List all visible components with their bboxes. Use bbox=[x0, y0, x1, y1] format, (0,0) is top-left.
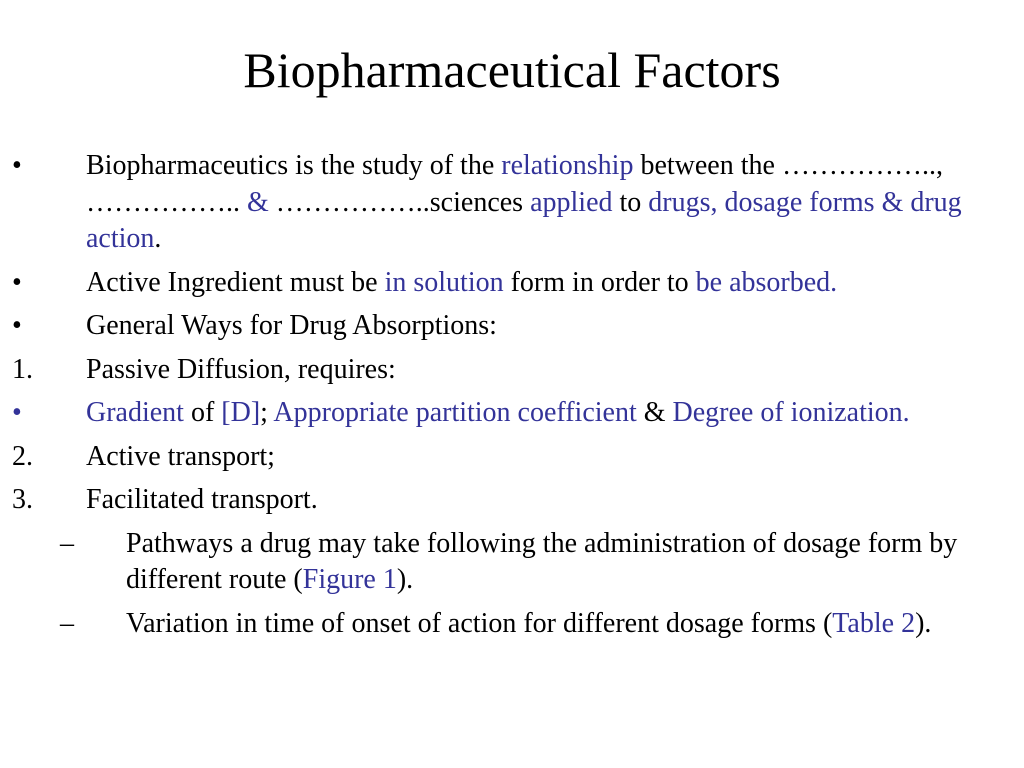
text-run: Biopharmaceutics is the study of the bbox=[86, 150, 502, 181]
bullet-marker: • bbox=[12, 310, 22, 341]
text-run: Pathways a drug may take following the administration of dosage form by different route ( bbox=[126, 527, 958, 595]
bullet-item bbox=[0, 439, 1024, 476]
text-run: between the …………….., …………….. bbox=[86, 150, 943, 218]
highlighted-text: Table 2 bbox=[832, 607, 916, 639]
text-run: Passive Diffusion, requires: bbox=[86, 353, 396, 385]
text-run: & bbox=[636, 397, 673, 428]
bullet-text bbox=[86, 352, 1016, 389]
text-run: ). bbox=[915, 607, 932, 639]
text-run: Active transport; bbox=[86, 440, 275, 472]
bullet-item bbox=[0, 308, 1024, 345]
bullet-marker: • bbox=[12, 150, 22, 181]
text-run: ……………..sciences bbox=[268, 186, 531, 218]
highlighted-text: [D] bbox=[221, 397, 261, 428]
bullet-text bbox=[86, 308, 1016, 345]
text-run: ; bbox=[260, 397, 274, 428]
text-run: of bbox=[183, 397, 222, 428]
text-run: to bbox=[612, 186, 649, 218]
bullet-marker: • bbox=[12, 266, 22, 298]
bullet-item bbox=[0, 482, 1024, 519]
highlighted-text: & bbox=[247, 186, 269, 218]
text-run: ). bbox=[396, 564, 414, 595]
highlighted-text: be absorbed. bbox=[695, 266, 838, 298]
highlighted-text: drugs, dosage forms & drug action bbox=[86, 186, 962, 254]
sub-bullet-item bbox=[0, 526, 1024, 599]
text-run: Facilitated transport. bbox=[86, 484, 318, 515]
highlighted-text: applied bbox=[530, 186, 613, 218]
text-run: form in order to bbox=[503, 266, 696, 298]
bullet-item bbox=[0, 395, 1024, 432]
bullet-item bbox=[0, 352, 1024, 389]
text-run: Active Ingredient must be bbox=[86, 266, 385, 298]
slide-title: Biopharmaceutical Factors bbox=[243, 42, 781, 98]
text-run: . bbox=[154, 223, 162, 254]
bullet-item bbox=[0, 148, 1024, 258]
highlighted-text: relationship bbox=[501, 150, 634, 181]
bullet-text bbox=[86, 148, 1016, 258]
list-number: 3. bbox=[12, 484, 33, 515]
text-run: Variation in time of onset of action for different dosage forms ( bbox=[126, 607, 833, 639]
bullet-text bbox=[126, 606, 1006, 643]
list-number: 1. bbox=[12, 353, 33, 385]
bullet-marker: – bbox=[60, 527, 74, 559]
bullet-text bbox=[86, 482, 1016, 519]
list-number: 2. bbox=[12, 440, 33, 472]
highlighted-text: Figure 1 bbox=[302, 564, 397, 595]
bullet-text bbox=[86, 395, 1016, 432]
highlighted-text: Gradient bbox=[86, 397, 184, 428]
sub-bullet-item bbox=[0, 606, 1024, 643]
slide-content bbox=[0, 148, 1024, 642]
bullet-text bbox=[86, 439, 1016, 476]
bullet-text bbox=[126, 526, 1006, 599]
highlighted-text: Degree of ionization. bbox=[672, 397, 910, 428]
highlighted-text: Appropriate partition coefficient bbox=[273, 397, 637, 428]
bullet-marker: • bbox=[12, 397, 22, 428]
bullet-item bbox=[0, 265, 1024, 302]
bullet-marker: – bbox=[60, 607, 74, 639]
highlighted-text: in solution bbox=[384, 266, 504, 298]
text-run: General Ways for Drug Absorptions: bbox=[86, 310, 497, 341]
bullet-text bbox=[86, 265, 1016, 302]
